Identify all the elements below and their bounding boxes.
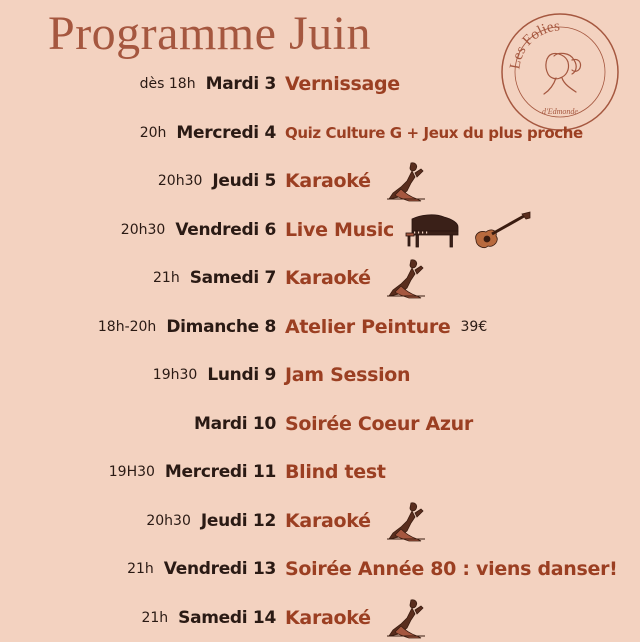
event-when — [140, 60, 276, 108]
event-day: Vendredi 6 — [175, 219, 276, 240]
event-time: 20h — [139, 124, 167, 141]
event-row — [0, 594, 640, 642]
event-time: 19h30 — [152, 367, 198, 383]
event-title: Vernissage — [285, 73, 400, 95]
event-what — [285, 109, 583, 157]
event-what — [285, 545, 618, 593]
event-time: dès 18h — [139, 76, 196, 92]
event-row — [0, 351, 640, 399]
event-row — [0, 254, 640, 302]
event-row — [0, 60, 640, 108]
event-what — [285, 400, 473, 448]
piano-icon — [404, 211, 462, 249]
event-time: 18h-20h — [97, 318, 157, 335]
event-day: Mardi 10 — [194, 413, 276, 434]
event-row — [0, 303, 640, 351]
event-when — [127, 545, 276, 593]
event-price: 39€ — [460, 318, 488, 335]
event-row — [0, 400, 640, 448]
logo-name: Les Folies — [507, 18, 561, 71]
event-what — [285, 594, 431, 642]
event-title: Atelier Peinture — [285, 315, 451, 338]
event-title: Live Music — [285, 218, 395, 241]
event-time: 21h — [141, 609, 169, 626]
event-title: Soirée Coeur Azur — [285, 412, 473, 435]
event-when — [153, 254, 276, 302]
event-row — [0, 545, 640, 593]
event-day: Mercredi 4 — [176, 122, 276, 143]
event-title: Soirée Année 80 : viens danser! — [285, 558, 618, 580]
event-day: Jeudi 12 — [200, 510, 276, 531]
event-row — [0, 448, 640, 496]
event-day: Mercredi 11 — [164, 462, 276, 482]
event-what — [285, 60, 400, 108]
event-title: Karaoké — [285, 606, 371, 629]
event-day: Mardi 3 — [205, 74, 276, 94]
event-when — [141, 594, 276, 642]
event-what — [285, 206, 534, 254]
singer-icon — [381, 159, 431, 203]
event-row — [0, 497, 640, 545]
singer-icon — [381, 596, 431, 640]
event-title: Blind test — [285, 461, 386, 483]
event-when — [194, 400, 276, 448]
guitar-icon — [472, 210, 534, 250]
event-when — [109, 448, 276, 496]
event-when — [153, 351, 276, 399]
singer-icon — [381, 256, 431, 300]
event-what — [285, 157, 431, 205]
event-title: Jam Session — [285, 364, 411, 386]
event-day: Dimanche 8 — [166, 316, 276, 337]
event-row — [0, 109, 640, 157]
event-time: 21h — [153, 270, 180, 286]
event-time: 20h30 — [120, 221, 166, 238]
event-title: Karaoké — [285, 267, 371, 289]
event-when — [140, 109, 276, 157]
event-when — [146, 497, 276, 545]
event-what — [285, 303, 487, 351]
event-when — [158, 157, 276, 205]
event-time: 21h — [127, 561, 154, 577]
event-time: 20h30 — [146, 512, 191, 529]
event-what — [285, 351, 410, 399]
event-day: Samedi 7 — [189, 268, 276, 288]
event-what — [285, 448, 386, 496]
event-what — [285, 497, 431, 545]
event-row — [0, 157, 640, 205]
event-title: Quiz Culture G + Jeux du plus proche — [285, 123, 583, 142]
event-day: Jeudi 5 — [212, 171, 276, 191]
event-when — [98, 303, 276, 351]
event-time: 19H30 — [108, 464, 155, 480]
event-when — [121, 206, 276, 254]
event-time: 20h30 — [157, 173, 203, 189]
event-day: Lundi 9 — [207, 365, 276, 385]
logo-subtitle: d'Edmonde — [542, 107, 578, 116]
event-title: Karaoké — [285, 509, 371, 532]
event-title: Karaoké — [285, 170, 371, 192]
page-title: Programme Juin — [48, 7, 371, 60]
singer-icon — [381, 499, 431, 543]
event-what — [285, 254, 431, 302]
event-day: Samedi 14 — [178, 607, 276, 628]
event-row — [0, 206, 640, 254]
event-day: Vendredi 13 — [163, 559, 276, 579]
